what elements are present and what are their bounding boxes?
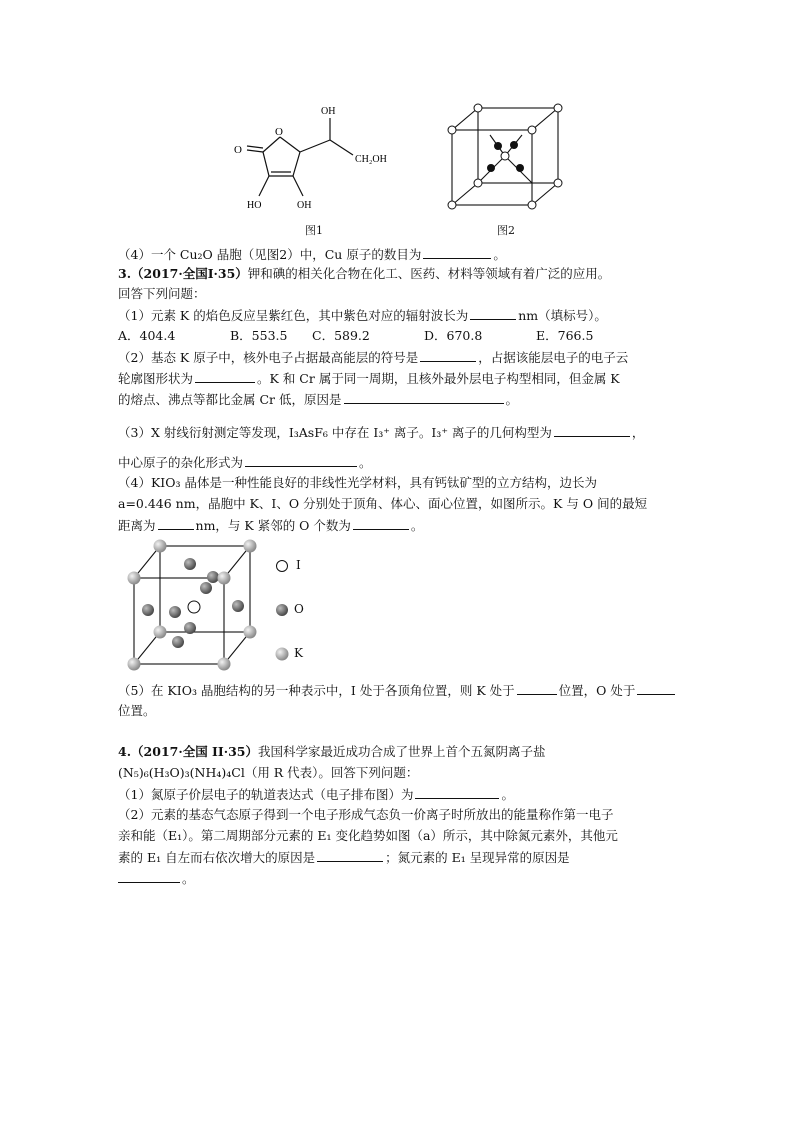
hydroxyl-right-label: OH	[297, 200, 312, 211]
legend-k-symbol	[276, 648, 289, 661]
problem-3-q4-line2: a=0.446 nm，晶胞中 K、I、O 分别处于顶角、体心、面心位置，如图所示。K 与 O 间的最短	[118, 496, 648, 511]
answer-blank[interactable]	[554, 424, 630, 437]
option-c: C．589.2	[312, 328, 370, 343]
hydroxyl-top-label: OH	[321, 106, 336, 117]
problem-3-prompt: 回答下列问题：	[118, 286, 206, 301]
ch2oh-label: CH₂OH	[355, 154, 387, 165]
answer-blank[interactable]	[317, 849, 383, 862]
answer-blank[interactable]	[118, 870, 180, 883]
problem-3-q1: （1）元素 K 的焰色反应呈紫红色，其中紫色对应的辐射波长为 nm（填标号）。	[118, 308, 607, 323]
problem-4-title: 4.（2017·全国 II·35）	[118, 744, 258, 759]
legend-o-label: O	[294, 602, 304, 616]
kio3-cell-figure	[120, 532, 270, 674]
problem-3-header: 3.（2017·全国Ⅰ·35）钾和碘的相关化合物在化工、医药、材料等领域有着广泛的应用。	[118, 266, 611, 281]
problem-3-q2-line1: （2）基态 K 原子中，核外电子占据最高能层的符号是 ，占据该能层电子的电子云	[118, 350, 629, 365]
problem-3-q3-line1: （3）X 射线衍射测定等发现，I₃AsF₆ 中存在 I₃⁺ 离子。I₃⁺ 离子的几何构型为 ，	[118, 425, 645, 440]
figure-1-structure	[225, 100, 415, 215]
option-a: A．404.4	[118, 328, 176, 343]
legend-o-symbol	[276, 604, 288, 616]
problem-3-q1-options	[118, 328, 593, 344]
answer-blank[interactable]	[470, 307, 516, 320]
answer-blank[interactable]	[420, 349, 476, 362]
answer-blank[interactable]	[195, 370, 255, 383]
option-d: D．670.8	[424, 328, 483, 343]
option-b: B．553.5	[230, 328, 288, 343]
problem-3-q3-line2: 中心原子的杂化形式为 。	[118, 455, 372, 470]
answer-blank[interactable]	[423, 246, 491, 259]
answer-blank[interactable]	[353, 517, 409, 530]
kio3-legend	[272, 557, 292, 667]
problem-3-q2-line3: 的熔点、沸点等都比金属 Cr 低，原因是 。	[118, 392, 519, 407]
answer-blank[interactable]	[344, 391, 504, 404]
problem-4-q2-line1: （2）元素的基态气态原子得到一个电子形成气态负一价离子时所放出的能量称作第一电子	[118, 807, 614, 822]
option-e: E．766.5	[536, 328, 594, 343]
problem-4-q2-line3: 素的 E₁ 自左而右依次增大的原因是 ；氮元素的 E₁ 呈现异常的原因是	[118, 850, 570, 865]
problem-3-q5-line1: （5）在 KIO₃ 晶胞结构的另一种表示中，I 处于各顶角位置，则 K 处于 位置，O 处于	[118, 682, 677, 699]
problem-4-q1: （1）氮原子价层电子的轨道表达式（电子排布图）为 。	[118, 787, 514, 802]
answer-blank[interactable]	[637, 682, 675, 695]
answer-blank[interactable]	[158, 517, 194, 530]
question-4-cu2o: （4）一个 Cu₂O 晶胞（见图2）中，Cu 原子的数目为 。	[118, 247, 506, 262]
figure-1-caption: 图1	[305, 224, 323, 237]
hydroxyl-left-label: HO	[247, 200, 262, 211]
problem-3-q4-line1: （4）KIO₃ 晶体是一种性能良好的非线性光学材料，具有钙钛矿型的立方结构，边长为	[118, 475, 597, 490]
answer-blank[interactable]	[245, 454, 357, 467]
problem-3-q4-line3: 距离为 nm，与 K 紧邻的 O 个数为 。	[118, 518, 424, 533]
problem-4-q2-line2: 亲和能（E₁）。第二周期部分元素的 E₁ 变化趋势如图（a）所示，其中除氮元素外，其他元	[118, 828, 618, 843]
answer-blank[interactable]	[517, 682, 557, 695]
problem-4-formula: (N₅)₆(H₃O)₃(NH₄)₄Cl（用 R 代表）。回答下列问题：	[118, 765, 419, 780]
legend-k-label: K	[294, 646, 303, 660]
problem-3-q5-line2: 位置。	[118, 703, 156, 718]
legend-i-label: I	[296, 558, 301, 572]
answer-blank[interactable]	[415, 786, 499, 799]
problem-3-q2-line2: 轮廓图形状为 。K 和 Cr 属于同一周期，且核外最外层电子构型相同，但金属 K	[118, 371, 620, 386]
problem-4-header: 4.（2017·全国 II·35）我国科学家最近成功合成了世界上首个五氮阴离子盐	[118, 744, 546, 759]
figure-2-caption: 图2	[497, 224, 515, 237]
figure-2-cu2o-cell	[440, 100, 570, 215]
problem-3-title: 3.（2017·全国Ⅰ·35）	[118, 266, 248, 281]
ring-oxygen-label: O	[275, 126, 283, 138]
legend-i-symbol	[277, 561, 288, 572]
carbonyl-oxygen-label: O	[234, 144, 242, 156]
problem-4-q2-line4: 。	[118, 870, 195, 887]
